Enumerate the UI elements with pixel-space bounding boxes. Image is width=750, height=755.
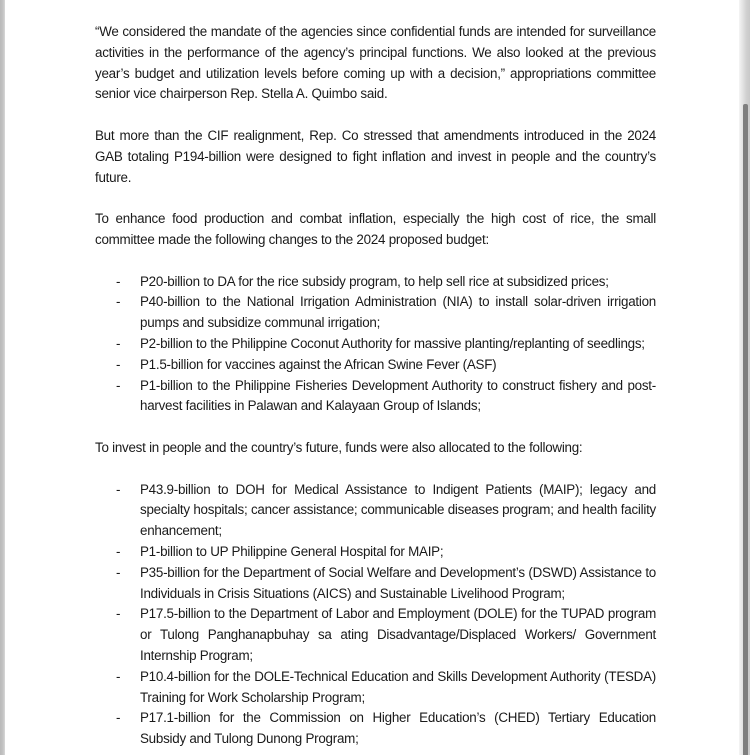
dash-bullet-icon: - bbox=[116, 377, 121, 393]
list-item: - P17.1-billion for the Commission on Higher Education’s (CHED) Tertiary Education Subsidy and Tulong Dunong Program; bbox=[116, 710, 656, 747]
dash-bullet-icon: - bbox=[116, 356, 121, 372]
food-production-intro: To enhance food production and combat inflation, especially the high cost of rice, the small committee made the following changes to the 2024 proposed budget: bbox=[95, 211, 656, 247]
list-item: - P40-billion to the National Irrigation Administration (NIA) to install solar-driven irrigation pumps and subsidize communal irrigation; bbox=[116, 294, 656, 331]
list-item: - P1.5-billion for vaccines against the African Swine Fever (ASF) bbox=[95, 355, 656, 376]
window-left-border bbox=[0, 0, 5, 755]
quote-paragraph: “We considered the mandate of the agencies since confidential funds are intended for surveillance activities in the performance of the agency’s principal functions. We also looked at the previous year’s budget and utilization levels before coming up with a decision,” appropriations committee senior vice chairperson Rep. Stella A. Quimbo said. bbox=[95, 24, 656, 102]
dash-bullet-icon: - bbox=[116, 273, 121, 289]
people-investment-intro: To invest in people and the country’s future, funds were also allocated to the following: bbox=[95, 439, 583, 455]
dash-bullet-icon: - bbox=[116, 710, 121, 726]
dash-bullet-icon: - bbox=[116, 668, 121, 684]
people-investment-list bbox=[95, 480, 656, 750]
list-item: - P35-billion for the Department of Social Welfare and Development’s (DSWD) Assistance to Individuals in Crisis Situations (AICS) and Sustainable Livelihood Program; bbox=[116, 564, 656, 601]
dash-bullet-icon: - bbox=[116, 294, 121, 310]
dash-bullet-icon: - bbox=[116, 335, 121, 351]
dash-bullet-icon: - bbox=[116, 481, 121, 497]
list-item: - P10.4-billion for the DOLE-Technical Education and Skills Development Authority (TESDA) Training for Work Scholarship Program; bbox=[116, 668, 656, 705]
food-production-list bbox=[95, 272, 656, 418]
list-item: - P43.9-billion to DOH for Medical Assistance to Indigent Patients (MAIP); legacy and specialty hospitals; cancer assistance; communicable diseases program; and health facility enhancement; bbox=[116, 481, 656, 539]
document-page bbox=[95, 22, 656, 755]
cif-realignment-paragraph: But more than the CIF realignment, Rep. Co stressed that amendments introduced in the 2024 GAB totaling P194-billion were designed to fight inflation and invest in people and the country’s future. bbox=[95, 127, 656, 185]
list-item: - P1-billion to UP Philippine General Hospital for MAIP; bbox=[95, 542, 656, 563]
list-item: - P2-billion to the Philippine Coconut Authority for massive planting/replanting of seedlings; bbox=[95, 334, 656, 355]
scrollbar-thumb[interactable] bbox=[743, 104, 748, 755]
list-item: - P17.5-billion to the Department of Labor and Employment (DOLE) for the TUPAD program or Tulong Panghanapbuhay sa ating Disadvantage/Displaced Workers/ Government Internship Program; bbox=[116, 606, 656, 663]
list-item: - P1-billion to the Philippine Fisheries Development Authority to construct fishery and post-harvest facilities in Palawan and Kalayaan Group of Islands; bbox=[116, 377, 656, 414]
dash-bullet-icon: - bbox=[116, 543, 121, 559]
vertical-scrollbar[interactable] bbox=[739, 0, 750, 755]
dash-bullet-icon: - bbox=[116, 606, 121, 622]
list-item: - P20-billion to DA for the rice subsidy program, to help sell rice at subsidized prices; bbox=[95, 272, 656, 293]
dash-bullet-icon: - bbox=[116, 564, 121, 580]
